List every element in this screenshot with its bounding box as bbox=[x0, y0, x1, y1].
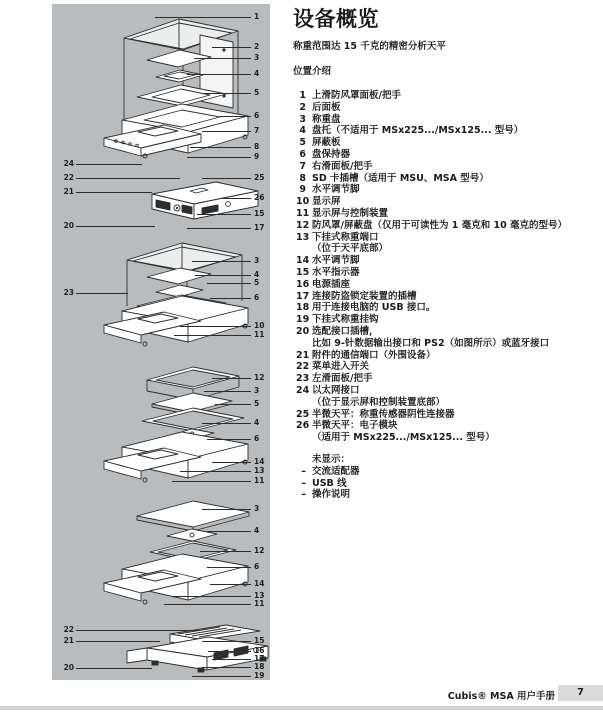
diagram-callout-number: 6 bbox=[254, 293, 260, 302]
part-number: 11 bbox=[296, 207, 310, 219]
diagram-callout-number: 20 bbox=[63, 663, 74, 672]
part-label: 半微天平：电子模块 bbox=[312, 420, 398, 432]
device-diagram-panel bbox=[52, 4, 270, 680]
dash-bullet: – bbox=[301, 465, 306, 477]
callout-leader-line bbox=[210, 584, 251, 585]
parts-list-row bbox=[296, 208, 601, 220]
callout-leader-line bbox=[76, 293, 128, 294]
diagram-callout-number: 5 bbox=[254, 399, 260, 408]
part-label: 盘托（不适用于 MSx225.../MSx125... 型号） bbox=[312, 125, 524, 137]
callout-leader-line bbox=[207, 283, 251, 284]
part-label: 比如 9-针数据输出接口和 PS2（如图所示）或蓝牙接口 bbox=[312, 337, 550, 349]
part-label: 电源插座 bbox=[312, 278, 351, 290]
callout-leader-line bbox=[207, 531, 251, 532]
part-number: 16 bbox=[296, 278, 310, 290]
diagram-callout-number: 26 bbox=[254, 193, 265, 202]
callout-leader-line bbox=[76, 164, 142, 165]
part-number: 26 bbox=[296, 420, 310, 432]
part-label: 左滑面板/把手 bbox=[312, 373, 373, 385]
callout-leader-line bbox=[155, 17, 251, 18]
not-shown-item: USB 线 bbox=[312, 477, 347, 489]
callout-leader-line bbox=[202, 423, 251, 424]
callout-leader-line bbox=[202, 667, 251, 668]
callout-leader-line bbox=[212, 378, 251, 379]
part-label: 盘保持器 bbox=[312, 148, 351, 160]
not-shown-row bbox=[296, 489, 601, 501]
page-subtitle: 称重范围达 15 千克的精密分析天平 bbox=[293, 41, 446, 52]
callout-leader-line bbox=[180, 471, 251, 472]
callout-leader-line bbox=[204, 93, 251, 94]
diagram-callout-number: 25 bbox=[254, 173, 265, 182]
callout-leader-line bbox=[194, 58, 251, 59]
callout-leader-line bbox=[200, 551, 251, 552]
diagram-callout-number: 14 bbox=[254, 579, 265, 588]
part-label: 下挂式称重端口 bbox=[312, 231, 379, 243]
callout-leader-line bbox=[215, 404, 251, 405]
diagram-exploded-shield-ring bbox=[104, 367, 248, 482]
parts-list-row bbox=[296, 161, 601, 173]
diagram-callout-number: 6 bbox=[254, 434, 260, 443]
diagram-callout-number: 6 bbox=[254, 111, 260, 120]
parts-list-row bbox=[296, 432, 601, 444]
diagram-balance-rear-view bbox=[127, 625, 268, 672]
parts-list-row bbox=[296, 173, 601, 185]
diagram-callout-number: 12 bbox=[254, 373, 265, 382]
parts-list-row bbox=[296, 125, 601, 137]
part-label: 上滑防风罩面板/把手 bbox=[312, 90, 401, 101]
part-number: 25 bbox=[296, 408, 310, 420]
part-number: 22 bbox=[296, 361, 310, 373]
part-number: 3 bbox=[299, 113, 306, 125]
part-label: 以太网接口 bbox=[312, 384, 360, 396]
diagram-callout-number: 13 bbox=[254, 591, 265, 600]
diagram-callout-number: 6 bbox=[254, 562, 260, 571]
not-shown-row bbox=[296, 478, 601, 490]
spacer bbox=[296, 444, 601, 454]
not-shown-item: 交流适配器 bbox=[312, 465, 360, 477]
part-number: 8 bbox=[299, 172, 306, 184]
part-number bbox=[296, 397, 306, 409]
callout-leader-line bbox=[212, 462, 251, 463]
callout-leader-line bbox=[207, 567, 251, 568]
callout-leader-line bbox=[202, 131, 251, 132]
section-label: 位置介绍 bbox=[293, 66, 332, 77]
part-number: 9 bbox=[299, 184, 306, 196]
parts-list bbox=[296, 90, 601, 501]
parts-list-row bbox=[296, 114, 601, 126]
parts-list-row bbox=[296, 397, 601, 409]
callout-leader-line bbox=[76, 641, 160, 642]
callout-leader-line bbox=[174, 335, 251, 336]
diagram-callout-number: 4 bbox=[254, 270, 260, 279]
part-label: 半微天平：称重传感器阴性连接器 bbox=[312, 408, 455, 420]
not-shown-item: 操作说明 bbox=[312, 489, 351, 501]
page-title: 设备概览 bbox=[293, 7, 379, 31]
part-label: （位于显示屏和控制装置底部） bbox=[312, 396, 446, 408]
part-label: 显示屏 bbox=[312, 196, 341, 208]
diagram-callout-number: 12 bbox=[254, 546, 265, 555]
diagram-callout-number: 23 bbox=[63, 288, 74, 297]
parts-list-row bbox=[296, 184, 601, 196]
callout-leader-line bbox=[187, 74, 251, 75]
callout-leader-line bbox=[195, 275, 251, 276]
parts-list-row bbox=[296, 385, 601, 397]
parts-list-row bbox=[296, 420, 601, 432]
part-label: （位于天平底部） bbox=[312, 243, 389, 255]
callout-leader-line bbox=[180, 326, 251, 327]
part-number: 12 bbox=[296, 219, 310, 231]
parts-list-row bbox=[296, 291, 601, 303]
callout-leader-line bbox=[190, 147, 251, 148]
part-number: 2 bbox=[299, 101, 306, 113]
diagram-callout-number: 3 bbox=[254, 504, 260, 513]
parts-list-row bbox=[296, 314, 601, 326]
diagram-exploded-large-pan bbox=[104, 501, 249, 604]
parts-list-row bbox=[296, 232, 601, 244]
parts-list-row bbox=[296, 361, 601, 373]
diagram-callout-number: 24 bbox=[63, 159, 74, 168]
footer-manual-title: Cubis® MSA 用户手册 bbox=[447, 691, 555, 702]
callout-leader-line bbox=[76, 226, 155, 227]
callout-leader-line bbox=[187, 228, 251, 229]
part-number bbox=[296, 454, 306, 466]
part-number: 23 bbox=[296, 373, 310, 385]
part-label: 选配接口插槽， bbox=[312, 325, 379, 337]
parts-list-row bbox=[296, 196, 601, 208]
callout-leader-line bbox=[192, 261, 251, 262]
callout-leader-line bbox=[202, 509, 251, 510]
diagram-callout-number: 3 bbox=[254, 256, 260, 265]
part-number: 13 bbox=[296, 231, 310, 243]
part-number: 24 bbox=[296, 384, 310, 396]
diagram-callout-number: 17 bbox=[254, 654, 265, 663]
device-exploded-diagram bbox=[52, 4, 270, 680]
not-shown-heading bbox=[296, 454, 601, 466]
diagram-callout-number: 2 bbox=[254, 42, 260, 51]
parts-list-row bbox=[296, 326, 601, 338]
callout-leader-line bbox=[208, 651, 251, 652]
part-number: 20 bbox=[296, 325, 310, 337]
part-number: 5 bbox=[299, 137, 306, 149]
diagram-balance-open-frame bbox=[104, 243, 248, 346]
diagram-callout-number: 21 bbox=[63, 636, 74, 645]
callout-leader-line bbox=[222, 198, 251, 199]
diagram-callout-number: 5 bbox=[254, 278, 260, 287]
part-number bbox=[296, 338, 306, 350]
diagram-callout-number: 22 bbox=[63, 625, 74, 634]
parts-list-row bbox=[296, 338, 601, 350]
parts-list-row bbox=[296, 350, 601, 362]
part-label: 防风罩/屏蔽盘（仅用于可读性为 1 毫克和 10 毫克的型号） bbox=[312, 219, 568, 231]
callout-leader-line bbox=[76, 192, 152, 193]
part-number: 15 bbox=[296, 266, 310, 278]
diagram-callout-number: 1 bbox=[254, 12, 260, 21]
part-label: 显示屏与控制装置 bbox=[312, 207, 389, 219]
part-label: 称重盘 bbox=[312, 113, 341, 125]
callout-leader-line bbox=[187, 157, 251, 158]
parts-list-row bbox=[296, 220, 601, 232]
diagram-callout-number: 7 bbox=[254, 126, 260, 135]
diagram-callout-number: 9 bbox=[254, 152, 260, 161]
diagram-callout-number: 22 bbox=[63, 173, 74, 182]
part-number: 1 bbox=[299, 90, 306, 101]
callout-leader-line bbox=[172, 596, 251, 597]
diagram-callout-number: 8 bbox=[254, 142, 260, 151]
callout-leader-line bbox=[76, 630, 200, 631]
diagram-callout-number: 13 bbox=[254, 466, 265, 475]
page-number-badge: 7 bbox=[558, 685, 603, 701]
callout-leader-line bbox=[76, 668, 152, 669]
part-label: 附件的通信端口（外围设备） bbox=[312, 349, 436, 361]
callout-leader-line bbox=[197, 214, 251, 215]
part-label: 用于连接电脑的 USB 接口。 bbox=[312, 302, 436, 314]
diagram-callout-number: 4 bbox=[254, 526, 260, 535]
callout-leader-line bbox=[204, 391, 251, 392]
diagram-callout-number: 4 bbox=[254, 418, 260, 427]
diagram-balance-with-draft-shield bbox=[104, 19, 248, 158]
parts-list-row bbox=[296, 102, 601, 114]
parts-list-row bbox=[296, 137, 601, 149]
parts-list-row bbox=[296, 409, 601, 421]
callout-leader-line bbox=[202, 641, 251, 642]
part-label: 连接防盗锁定装置的插槽 bbox=[312, 290, 417, 302]
parts-list-row bbox=[296, 279, 601, 291]
part-number bbox=[296, 243, 306, 255]
diagram-callout-number: 3 bbox=[254, 53, 260, 62]
parts-list-row bbox=[296, 255, 601, 267]
footer-rule bbox=[0, 706, 603, 710]
part-label: （适用于 MSx225.../MSx125... 型号） bbox=[312, 432, 495, 444]
part-label: 水平调节脚 bbox=[312, 255, 360, 267]
dash-bullet: – bbox=[301, 489, 306, 501]
diagram-callout-number: 5 bbox=[254, 88, 260, 97]
diagram-callout-number: 18 bbox=[254, 662, 265, 671]
diagram-callout-number: 11 bbox=[254, 599, 265, 608]
not-shown-row bbox=[296, 466, 601, 478]
not-shown-label: 未显示： bbox=[312, 453, 351, 465]
part-number bbox=[296, 432, 306, 444]
callout-leader-line bbox=[172, 481, 251, 482]
parts-list-row bbox=[296, 243, 601, 255]
diagram-callout-number: 15 bbox=[254, 636, 265, 645]
part-label: 水平指示器 bbox=[312, 266, 360, 278]
part-number: 18 bbox=[296, 302, 310, 314]
diagram-callout-number: 3 bbox=[254, 386, 260, 395]
diagram-callout-number: 21 bbox=[63, 187, 74, 196]
diagram-callout-number: 17 bbox=[254, 223, 265, 232]
diagram-callout-number: 10 bbox=[254, 321, 265, 330]
part-number: 17 bbox=[296, 290, 310, 302]
diagram-callout-number: 16 bbox=[254, 646, 265, 655]
part-number: 7 bbox=[299, 160, 306, 172]
part-number: 21 bbox=[296, 349, 310, 361]
part-label: 水平调节脚 bbox=[312, 184, 360, 196]
diagram-callout-number: 4 bbox=[254, 69, 260, 78]
callout-leader-line bbox=[164, 604, 251, 605]
callout-leader-line bbox=[212, 47, 251, 48]
part-label: 后面板 bbox=[312, 101, 341, 113]
part-label: 右滑面板/把手 bbox=[312, 160, 373, 172]
diagram-callout-number: 11 bbox=[254, 330, 265, 339]
part-number: 19 bbox=[296, 314, 310, 326]
parts-list-row bbox=[296, 373, 601, 385]
diagram-callout-number: 19 bbox=[254, 671, 265, 680]
parts-list-row bbox=[296, 267, 601, 279]
callout-leader-line bbox=[212, 659, 251, 660]
part-number: 10 bbox=[296, 196, 310, 208]
callout-leader-line bbox=[207, 439, 251, 440]
callout-leader-line bbox=[210, 298, 251, 299]
part-label: 下挂式称重挂钩 bbox=[312, 314, 379, 326]
part-label: SD 卡插槽（适用于 MSU、MSA 型号） bbox=[312, 172, 489, 184]
part-label: 屏蔽板 bbox=[312, 137, 341, 149]
diagram-callout-number: 14 bbox=[254, 457, 265, 466]
diagram-callout-number: 15 bbox=[254, 209, 265, 218]
diagram-callout-number: 11 bbox=[254, 476, 265, 485]
callout-leader-line bbox=[76, 178, 180, 179]
callout-leader-line bbox=[202, 178, 251, 179]
dash-bullet: – bbox=[301, 477, 306, 489]
callout-leader-line bbox=[220, 116, 251, 117]
callout-leader-line bbox=[192, 676, 251, 677]
part-label: 菜单进入开关 bbox=[312, 361, 370, 373]
diagram-callout-number: 20 bbox=[63, 221, 74, 230]
part-number: 4 bbox=[299, 125, 306, 137]
part-number: 14 bbox=[296, 255, 310, 267]
parts-list-row bbox=[296, 90, 601, 102]
part-number: 6 bbox=[299, 148, 306, 160]
parts-list-row bbox=[296, 149, 601, 161]
parts-list-row bbox=[296, 302, 601, 314]
